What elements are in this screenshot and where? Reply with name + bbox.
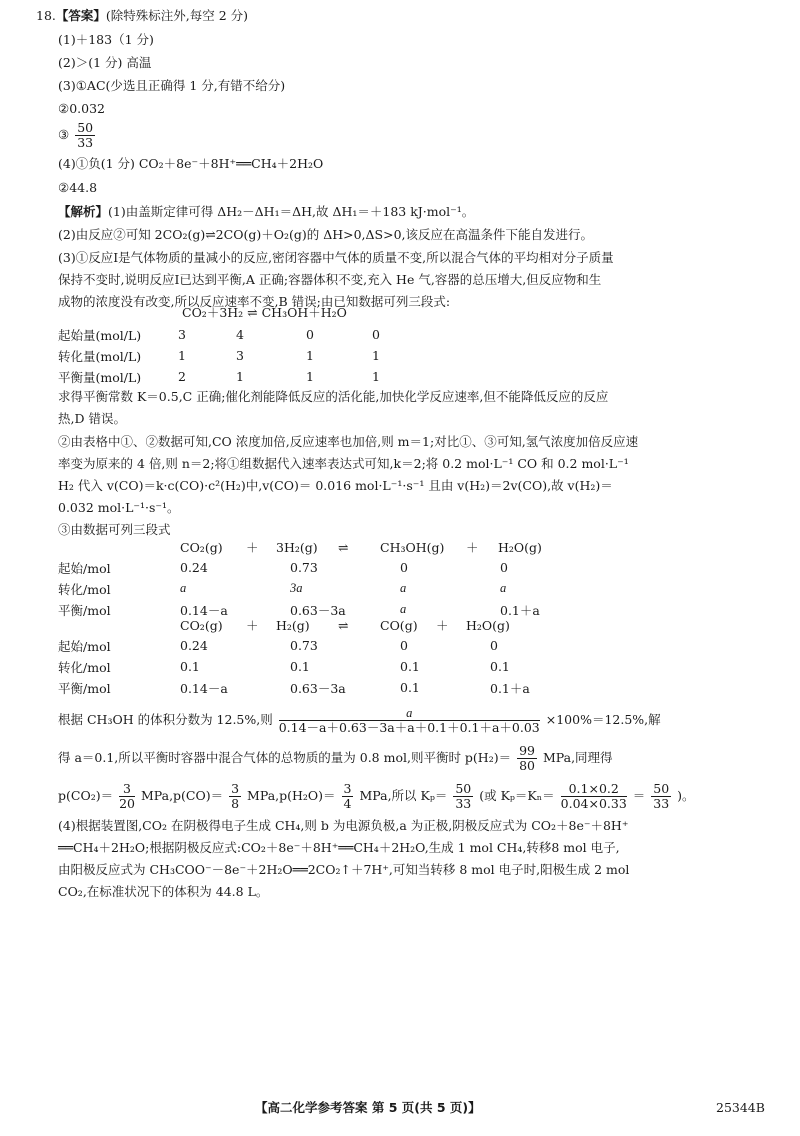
analysis-p3a: (3)①反应Ⅰ是气体物质的量减小的反应,密闭容器中气体的质量不变,所以混合气体的平均相对分子质量 [58,250,614,265]
header-cell: ＋ [436,617,449,633]
cell: 1 [306,348,314,363]
cell: 0.1 [290,659,310,674]
cell: 3a [290,581,303,595]
cell: 1 [372,369,380,384]
p6c-fraction-6 [651,782,671,811]
row-label: 平衡/mol [58,680,111,696]
fraction-numerator: 50 [653,781,670,796]
p6c-fraction-2 [229,782,241,811]
analysis-p7b: ══CH₄＋2H₂O;根据阴极反应式:CO₂＋8e⁻＋8H⁺══CH₄＋2H₂O,生成 1 mol CH₄,转移8 mol 电子, [58,840,620,855]
question-number: 18. [36,8,56,23]
cell: 0.14－a [180,680,228,696]
row-label: 转化/mol [58,659,111,675]
table-row [58,677,580,698]
cell: 1 [306,369,314,384]
fraction-numerator: 99 [519,743,535,758]
cell: 0.24 [180,560,208,575]
p6b-pre: 得 a＝0.1,所以平衡时容器中混合气体的总物质的量为 0.8 mol,则平衡时 p(H₂)＝ [58,750,512,765]
row-label: 起始量(mol/L) [58,327,142,343]
header-cell: ⇌ [338,617,349,633]
fraction-numerator: 0.1×0.2 [561,782,627,797]
table3 [58,614,580,698]
analysis-p3e: 热,D 错误。 [58,411,126,426]
cell: 0 [372,327,380,342]
answer-3-3-label: ③ [58,127,70,142]
cell: 3 [236,348,244,363]
p6c-fraction-1 [119,782,135,811]
analysis-p6c [58,780,695,812]
p6c-fraction-4 [453,782,473,811]
analysis-p3b: 保持不变时,说明反应Ⅰ已达到平衡,A 正确;容器体积不变,充入 He 气,容器的总压增大,但反应物和生 [58,272,602,287]
cell: 1 [236,369,244,384]
table1 [58,324,432,387]
analysis-p2: (2)由反应②可知 2CO₂(g)⇌2CO(g)＋O₂(g)的 ΔH>0,ΔS>0,该反应在高温条件下能自发进行。 [58,227,594,242]
cell: 0.1 [400,659,420,674]
fraction-numerator: 50 [77,120,94,135]
p6a-fraction [279,706,540,735]
cell: 0 [306,327,314,342]
cell: 0.1＋a [500,602,540,618]
analysis-p4b: 率变为原来的 4 倍,则 n＝2;将①组数据代入速率表达式可知,k＝2;将 0.2 mol·L⁻¹ CO 和 0.2 mol·L⁻¹ [58,456,629,471]
table-header-row [58,614,580,635]
header-cell: H₂O(g) [498,539,542,555]
row-label: 起始/mol [58,560,111,576]
p6a-post: ×100%＝12.5%,解 [545,712,661,727]
header-cell: H₂(g) [276,617,310,633]
answer-2: (2)＞(1 分) 高温 [58,55,152,70]
p6c-text: )。 [677,788,695,803]
answer-3-1: (3)①AC(少选且正确得 1 分,有错不给分) [58,78,286,93]
p6c-text: MPa,p(H₂O)＝ [247,788,336,803]
cell: a [500,581,507,595]
analysis-p4c: H₂ 代入 v(CO)＝k·c(CO)·c²(H₂)中,v(CO)＝ 0.016 mol·L⁻¹·s⁻¹ 且由 v(H₂)＝2v(CO),故 v(H₂)＝ [58,478,613,493]
cell: 0.1 [490,659,510,674]
table-row [58,324,432,345]
analysis-p6b [58,742,613,774]
fraction-denominator: 4 [343,796,352,811]
cell: a [400,602,407,616]
table-row [58,635,580,656]
table1-header: CO₂＋3H₂ ⇌ CH₃OH＋H₂O [182,305,347,320]
fraction-denominator: 33 [77,135,94,150]
answer-4-2: ②44.8 [58,180,98,195]
header-cell: CO₂(g) [180,539,223,555]
analysis-p3c: 成物的浓度没有改变,所以反应速率不变,B 错误;由已知数据可列三段式: [58,294,451,309]
header-cell: ＋ [466,539,479,555]
cell: 0.63－3a [290,602,346,618]
row-label: 起始/mol [58,638,111,654]
cell: 0.63－3a [290,680,346,696]
fraction-denominator: 8 [231,796,240,811]
analysis-p4d: 0.032 mol·L⁻¹·s⁻¹。 [58,500,180,515]
cell: a [180,581,187,595]
cell: 0.14－a [180,602,228,618]
p6c-text: MPa,p(CO)＝ [140,788,224,803]
fraction-numerator: a [279,706,540,721]
p6c-text: (或 Kₚ＝Kₙ＝ [479,788,555,803]
answer-tag: 【答案】 [55,8,106,23]
answer-header [36,8,248,24]
cell: 0 [490,638,498,653]
header-cell: CO(g) [380,617,418,633]
cell: 0 [500,560,508,575]
table-row [58,557,590,578]
answer-note: (除特殊标注外,每空 2 分) [105,8,249,23]
p6b-fraction [517,744,537,773]
answer-3-2: ②0.032 [58,101,105,116]
p6c-fraction-5 [561,782,627,811]
answer-3-3-fraction [75,121,95,150]
table-row [58,578,590,599]
cell: 0 [400,560,408,575]
cell: 1 [372,348,380,363]
row-label: 平衡量(mol/L) [58,369,142,385]
cell: 0.73 [290,638,318,653]
cell: 3 [178,327,186,342]
fraction-denominator: 80 [519,758,535,773]
analysis-p3d: 求得平衡常数 K＝0.5,C 正确;催化剂能降低反应的活化能,加快化学反应速率,但不能降低反应的反应 [58,389,609,404]
header-cell: H₂O(g) [466,617,510,633]
table-row [58,656,580,677]
table-row [58,366,432,387]
cell: 4 [236,327,244,342]
p6c-fraction-3 [342,782,354,811]
analysis-p7a: (4)根据装置图,CO₂ 在阴极得电子生成 CH₄,则 b 为电源负极,a 为正极,阴极反应式为 CO₂＋8e⁻＋8H⁺ [58,818,629,833]
analysis-p7c: 由阳极反应式为 CH₃COO⁻－8e⁻＋2H₂O══2CO₂↑＋7H⁺,可知当转移 8 mol 电子时,阳极生成 2 mol [58,862,630,877]
cell: 0.24 [180,638,208,653]
cell: 1 [178,348,186,363]
analysis-p7d: CO₂,在标准状况下的体积为 44.8 L。 [58,884,269,899]
analysis-p5: ③由数据可列三段式 [58,522,171,537]
header-cell: 3H₂(g) [276,539,318,555]
answer-1: (1)＋183（1 分) [58,32,154,47]
analysis-p1 [58,204,474,220]
fraction-numerator: 50 [455,781,472,796]
fraction-numerator: 3 [231,781,240,796]
p6c-text: p(CO₂)＝ [58,788,114,803]
answer-3-3 [58,120,97,150]
cell: 0.1＋a [490,680,530,696]
fraction-denominator: 0.14－a＋0.63－3a＋a＋0.1＋0.1＋a＋0.03 [278,720,540,735]
analysis-tag: 【解析】 [58,204,109,219]
footer-title: 【高二化学参考答案 第 5 页(共 5 页)】 [255,1100,481,1115]
fraction-denominator: 33 [653,796,670,811]
footer-code: 25344B [716,1100,765,1115]
analysis-p1-text: (1)由盖斯定律可得 ΔH₂－ΔH₁＝ΔH,故 ΔH₁＝＋183 kJ·mol⁻¹。 [108,204,475,219]
header-cell: CO₂(g) [180,617,223,633]
row-label: 转化/mol [58,581,111,597]
cell: 2 [178,369,186,384]
table-header-row [58,536,590,557]
analysis-p6a [58,704,661,736]
p6c-text: MPa,所以 Kₚ＝ [359,788,448,803]
answer-4-1: (4)①负(1 分) CO₂＋8e⁻＋8H⁺══CH₄＋2H₂O [58,156,324,171]
fraction-numerator: 3 [119,782,135,797]
analysis-p4a: ②由表格中①、②数据可知,CO 浓度加倍,反应速率也加倍,则 m＝1;对比①、③可知,氢气浓度加倍反应速 [58,434,639,449]
table2 [58,536,590,620]
row-label: 转化量(mol/L) [58,348,142,364]
page-footer [0,1100,800,1120]
fraction-denominator: 33 [455,796,472,811]
cell: 0.73 [290,560,318,575]
row-label: 平衡/mol [58,602,111,618]
cell: 0 [400,638,408,653]
p6c-text: ＝ [632,788,646,803]
table-row [58,345,432,366]
header-cell: ⇌ [338,539,349,555]
header-cell: CH₃OH(g) [380,539,445,555]
fraction-denominator: 0.04×0.33 [560,796,627,811]
cell: 0.1 [400,680,420,695]
fraction-numerator: 3 [343,781,352,796]
p6b-post: MPa,同理得 [542,750,613,765]
cell: a [400,581,407,595]
fraction-denominator: 20 [119,796,135,811]
cell: 0.1 [180,659,200,674]
p6a-pre: 根据 CH₃OH 的体积分数为 12.5%,则 [58,712,273,727]
header-cell: ＋ [246,539,259,555]
header-cell: ＋ [246,617,259,633]
